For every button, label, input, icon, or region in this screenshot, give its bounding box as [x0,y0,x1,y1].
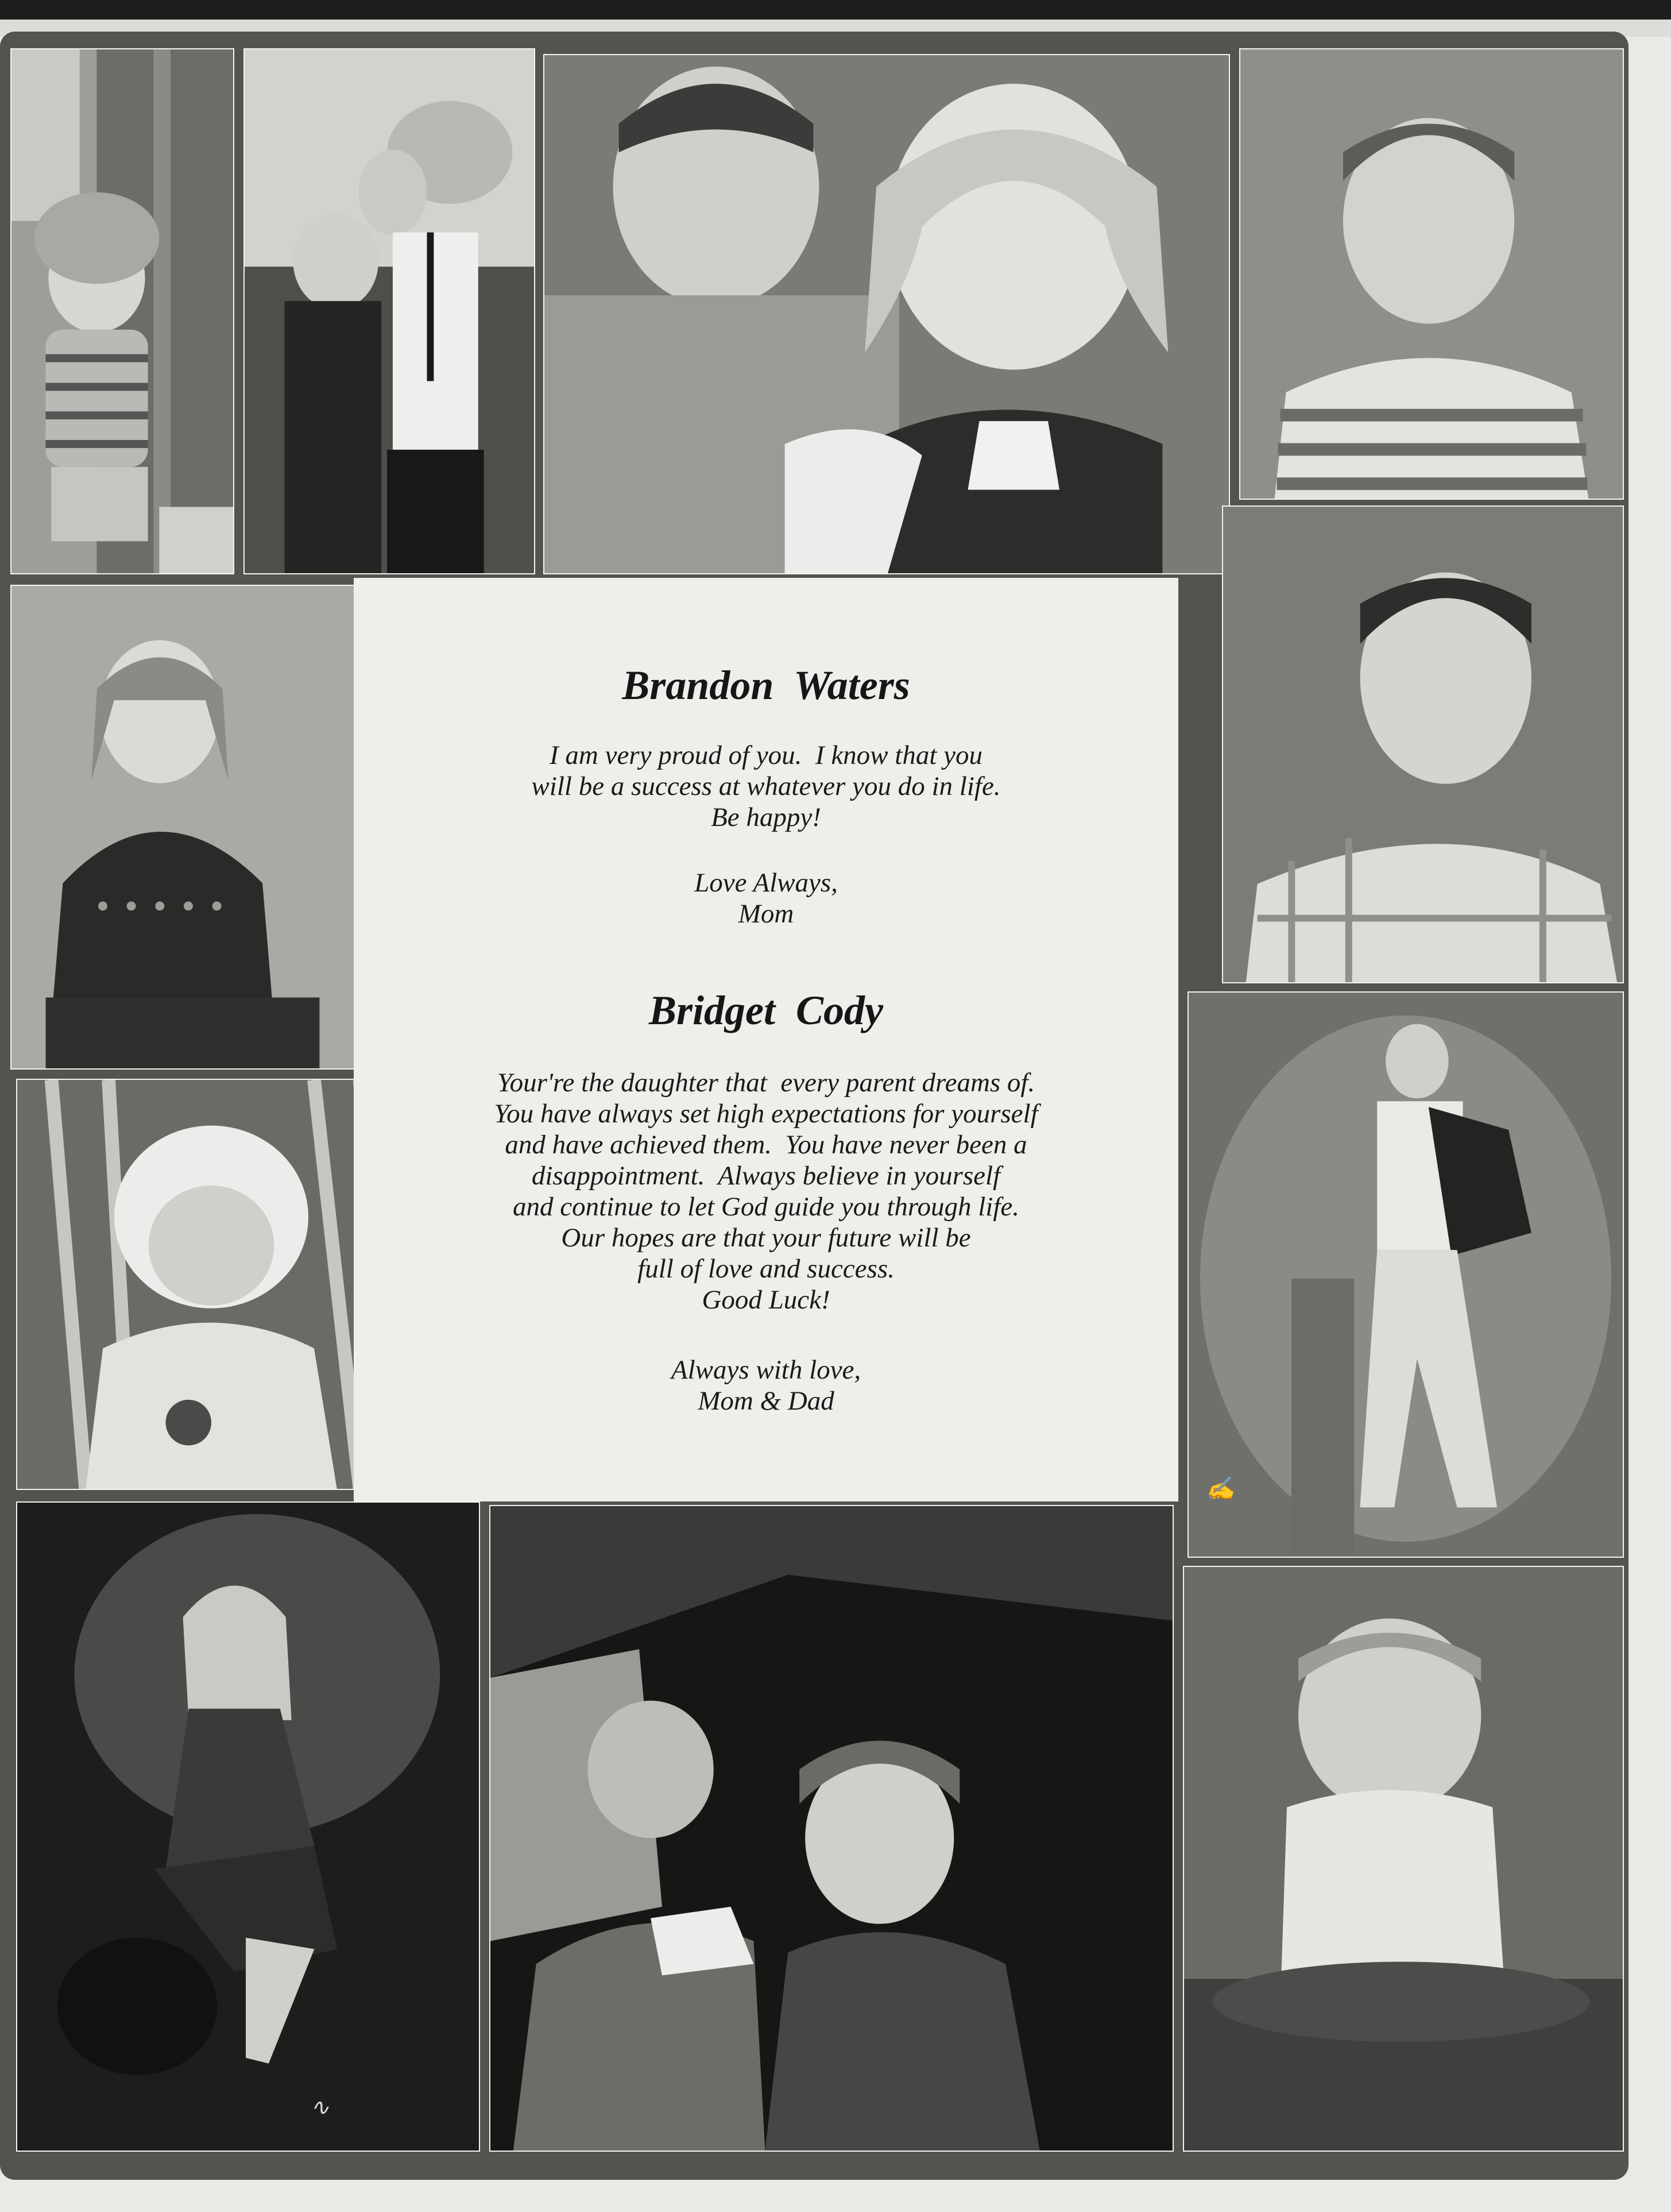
photo-boy-plaid-shirt [1222,505,1624,983]
dedication-text-panel [354,578,1178,1501]
section-1-name: Brandon Waters [622,662,910,708]
message-line: and have achieved them. You have never been a [505,1130,1027,1160]
signoff-line: Always with love, [671,1355,861,1385]
signoff-line: Love Always, [694,868,838,898]
message-line: Your're the daughter that every parent dreams of. [497,1068,1035,1098]
message-line: will be a success at whatever you do in life. [531,771,1001,801]
photo-toddler-girl-striped-shirt [10,48,234,574]
photo-baby-on-fur [1183,1566,1624,2152]
message-line: full of love and success. [637,1254,895,1284]
photo-teen-letter-jacket [1188,991,1624,1558]
message-line: I am very proud of you. I know that you [549,740,983,770]
page-top-strip [0,0,1671,20]
photo-couple-closeup [543,54,1230,574]
message-line: Our hopes are that your future will be [561,1223,971,1253]
message-line: You have always set high expectations for yourself [494,1099,1038,1129]
section-2-name: Bridget Cody [649,987,883,1033]
signoff-line: Mom & Dad [698,1386,834,1416]
signoff-line: Mom [738,899,794,929]
photo-credit-mark: ✍ [1206,1476,1235,1502]
photo-girl-sweater [10,585,355,1070]
photo-girl-studio-portrait [16,1501,480,2152]
message-line: Be happy! [711,802,821,832]
section-2-signoff [354,1354,1178,1416]
section-1-message [354,740,1178,833]
photo-baby-bonnet [16,1079,408,1490]
message-line: disappointment. Always believe in yourself [531,1161,1001,1191]
photo-credit-signature: ∿ [310,2094,330,2121]
section-1-signoff [354,867,1178,929]
photo-boy-striped-polo [1239,48,1624,500]
message-line: and continue to let God guide you through life. [513,1192,1019,1222]
message-line: Good Luck! [702,1285,830,1315]
photo-teens-candid [489,1505,1174,2152]
section-2-message [354,1067,1178,1315]
photo-couple-formal [243,48,535,574]
